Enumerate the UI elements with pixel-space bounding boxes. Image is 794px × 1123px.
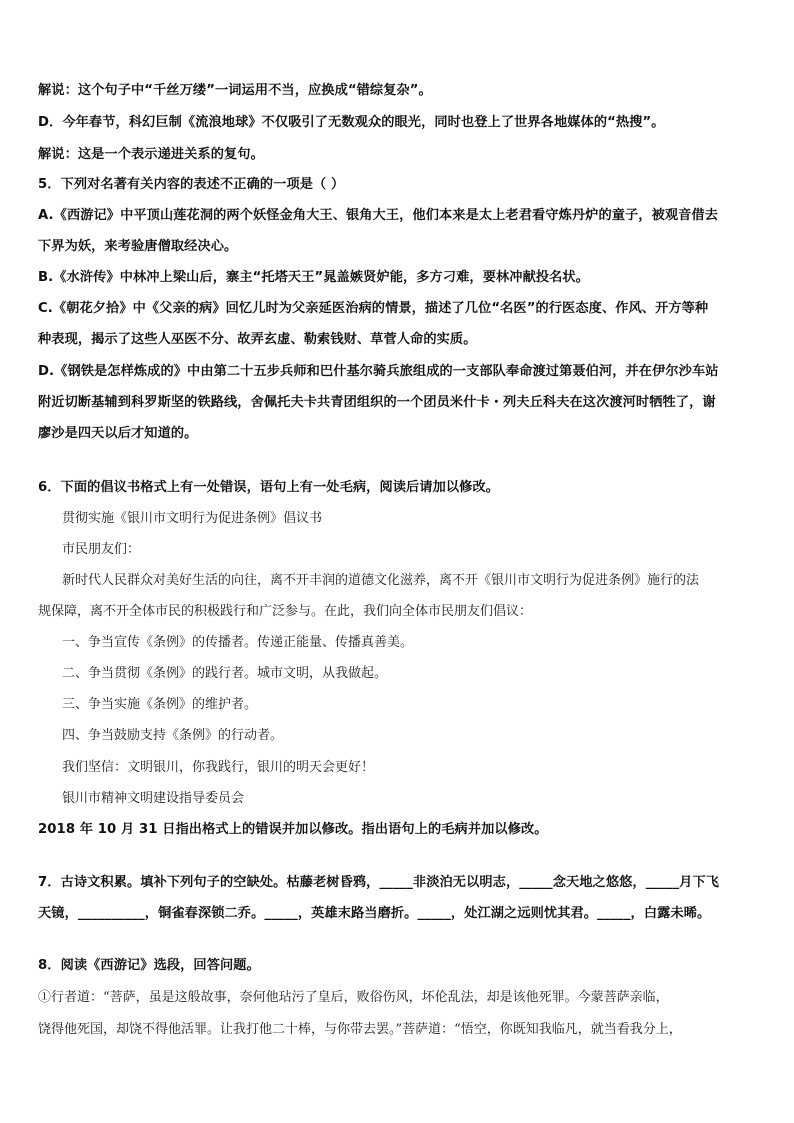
- question-6-stem: 6．下面的倡议书格式上有一处错误，语句上有一处毛病，阅读后请加以修改。: [38, 480, 500, 495]
- proposal-item: 二、争当贯彻《条例》的践行者。城市文明，从我做起。: [62, 666, 388, 681]
- proposal-body: 新时代人民群众对美好生活的向往，离不开丰润的道德文化滋养，离不开《银川市文明行为促进条例》施行的法: [62, 573, 700, 588]
- explanation-line: 解说：这是一个表示递进关系的复句。: [38, 147, 264, 162]
- proposal-salutation: 市民朋友们：: [62, 542, 141, 557]
- proposal-closing: 我们坚信：文明银川，你我践行，银川的明天会更好！: [62, 760, 375, 775]
- option-d-sentence: D．今年春节，科幻巨制《流浪地球》不仅吸引了无数观众的眼光，同时也登上了世界各地媒体的“热搜”。: [38, 115, 665, 130]
- question-5-option-a-cont: 下界为妖，来考验唐僧取经决心。: [38, 239, 238, 254]
- question-5-option-d-cont: 附近切断基辅到科罗斯坚的铁路线，舍佩托夫卡共青团组织的一个团员米什卡・列夫丘科夫在这次渡河时牺牲了，谢: [38, 395, 716, 410]
- proposal-item: 一、争当宣传《条例》的传播者。传递正能量、传播真善美。: [62, 635, 414, 650]
- proposal-signature: 银川市精神文明建设指导委员会: [62, 791, 245, 806]
- question-7-cont: 天镜，__________，铜雀春深锁二乔。_____，英雄末路当磨折。_____，处江湖之远则忧其君。_____，白露未晞。: [38, 906, 711, 921]
- proposal-item: 四、争当鼓励支持《条例》的行动者。: [62, 728, 284, 743]
- proposal-body: 规保障，离不开全体市民的积极践行和广泛参与。在此，我们向全体市民朋友们倡议：: [38, 604, 533, 619]
- excerpt-paragraph: 饶得他死国，却饶不得他活罪。让我打他二十棒，与你带去罢。”菩萨道：“悟空，你既知我临凡，就当看我分上，: [38, 1022, 682, 1037]
- question-5-option-d-cont: 廖沙是四天以后才知道的。: [38, 426, 198, 441]
- question-5-option-a: A.《西游记》中平顶山莲花洞的两个妖怪金角大王、银角大王，他们本来是太上老君看守炼丹炉的童子，被观音借去: [38, 208, 719, 223]
- explanation-line: 解说：这个句子中“千丝万缕”一词运用不当，应换成“错综复杂”。: [38, 83, 432, 98]
- question-5-option-b: B.《水浒传》中林冲上梁山后，寨主“托塔天王”晁盖嫉贤妒能，多方刁难，要林冲献投名状。: [38, 270, 590, 285]
- question-7-stem: 7．古诗文积累。填补下列句子的空缺处。枯藤老树昏鸦，_____非淡泊无以明志，_____念天地之悠悠，_____月下飞: [38, 875, 720, 890]
- question-5-option-c-cont: 种表现，揭示了这些人巫医不分、故弄玄虚、勒索钱财、草菅人命的实质。: [38, 332, 477, 347]
- proposal-title: 贯彻实施《银川市文明行为促进条例》倡议书: [62, 511, 323, 526]
- question-8-stem: 8．阅读《西游记》选段，回答问题。: [38, 958, 260, 973]
- question-5-stem: 5．下列对名著有关内容的表述不正确的一项是（ ）: [38, 177, 345, 192]
- question-5-option-c: C.《朝花夕拾》中《父亲的病》回忆儿时为父亲延医治病的情景，描述了几位“名医”的行医态度、作风、开方等种: [38, 301, 709, 316]
- question-5-option-d: D.《钢铁是怎样炼成的》中由第二十五步兵师和巴什基尔骑兵旅组成的一支部队奉命渡过第聂伯河，并在伊尔沙车站: [38, 364, 719, 379]
- excerpt-paragraph: ①行者道：“菩萨，虽是这般故事，奈何他玷污了皇后，败俗伤风，坏伦乱法，却是该他死罪。今蒙菩萨亲临，: [38, 990, 669, 1005]
- proposal-item: 三、争当实施《条例》的维护者。: [62, 697, 258, 712]
- question-6-task: 2018 年 10 月 31 日指出格式上的错误并加以修改。指出语句上的毛病并加以修改。: [38, 822, 548, 837]
